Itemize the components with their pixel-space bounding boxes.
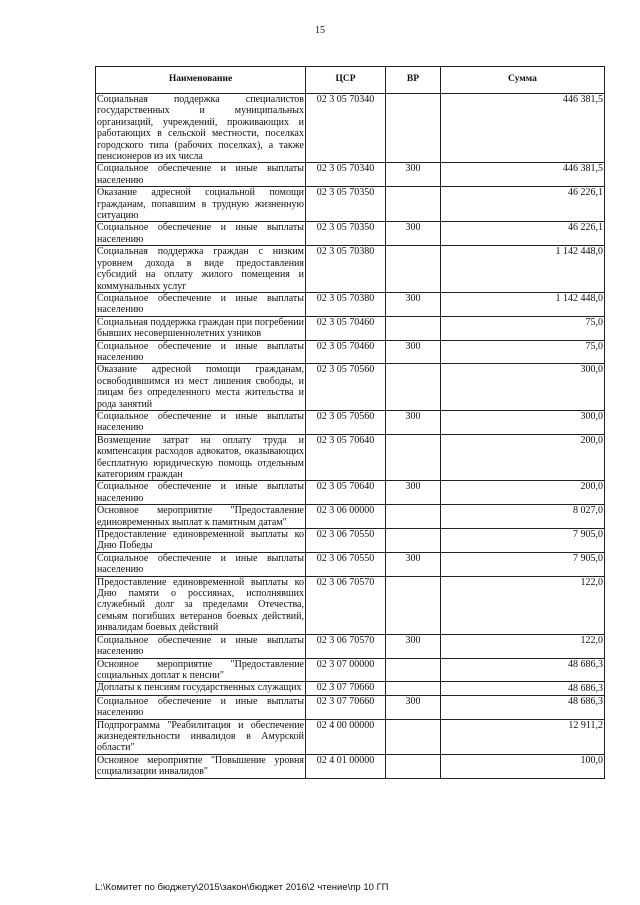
row-name-cell: Социальное обеспечение и иные выплаты населению <box>97 634 304 658</box>
row-sum-cell: 1 142 448,0 <box>441 246 605 293</box>
row-vr-cell <box>386 316 441 340</box>
table-row <box>96 695 605 719</box>
row-sum-cell: 300,0 <box>441 410 605 434</box>
row-vr-cell <box>386 529 441 553</box>
row-name-cell: Социальное обеспечение и иные выплаты населению <box>97 552 304 576</box>
row-vr-cell: 300 <box>386 410 441 434</box>
table-row <box>96 552 605 576</box>
table-row <box>96 94 605 163</box>
row-csr-cell: 02 3 05 70560 <box>306 364 386 411</box>
file-path-footer: L:\Комитет по бюджету\2015\закон\бюджет 2016\2 чтение\пр 10 ГП <box>95 882 389 893</box>
row-vr-cell <box>386 682 441 695</box>
row-sum-cell: 122,0 <box>441 634 605 658</box>
table-row <box>96 292 605 316</box>
table-row <box>96 682 605 695</box>
header-vr: ВР <box>386 67 441 94</box>
row-csr-cell: 02 3 07 00000 <box>306 658 386 682</box>
row-sum-cell: 7 905,0 <box>441 529 605 553</box>
row-csr-cell: 02 3 05 70350 <box>306 187 386 222</box>
row-vr-cell <box>386 246 441 293</box>
table-row <box>96 222 605 246</box>
row-vr-cell <box>386 505 441 529</box>
row-sum-cell: 12 911,2 <box>441 719 605 754</box>
header-csr: ЦСР <box>306 67 386 94</box>
row-vr-cell: 300 <box>386 222 441 246</box>
row-name-cell: Подпрограмма "Реабилитация и обеспечение жизнедеятельности инвалидов в Амурской области" <box>97 719 304 754</box>
row-csr-cell: 02 3 05 70640 <box>306 481 386 505</box>
row-csr-cell: 02 3 06 70570 <box>306 634 386 658</box>
row-name-cell: Социальное обеспечение и иные выплаты населению <box>97 222 304 245</box>
row-csr-cell: 02 3 05 70380 <box>306 292 386 316</box>
row-sum-cell: 48 686,3 <box>441 695 605 719</box>
row-name-cell: Предоставление единовременной выплаты ко Дню Победы <box>97 529 304 552</box>
row-vr-cell <box>386 754 441 778</box>
row-csr-cell: 02 3 06 00000 <box>306 505 386 529</box>
row-name-cell: Оказание адресной социальной помощи гражданам, попавшим в трудную жизненную ситуацию <box>97 187 304 222</box>
row-vr-cell: 300 <box>386 163 441 187</box>
row-csr-cell: 02 4 00 00000 <box>306 719 386 754</box>
row-sum-cell: 1 142 448,0 <box>441 292 605 316</box>
row-vr-cell: 300 <box>386 292 441 316</box>
row-vr-cell <box>386 658 441 682</box>
row-vr-cell <box>386 187 441 222</box>
row-name-cell: Оказание адресной помощи гражданам, освободившимся из мест лишения свободы, и лицам без определенного места жительства и рода занятий <box>97 364 304 410</box>
row-csr-cell: 02 3 05 70460 <box>306 340 386 364</box>
row-csr-cell: 02 3 05 70350 <box>306 222 386 246</box>
table-row <box>96 505 605 529</box>
row-name-cell: Социальное обеспечение и иные выплаты населению <box>97 340 304 363</box>
row-csr-cell: 02 3 06 70550 <box>306 529 386 553</box>
table-row <box>96 434 605 481</box>
row-vr-cell: 300 <box>386 695 441 719</box>
row-sum-cell: 100,0 <box>441 754 605 778</box>
table-row <box>96 246 605 293</box>
row-vr-cell: 300 <box>386 552 441 576</box>
row-csr-cell: 02 3 05 70340 <box>306 163 386 187</box>
row-name-cell: Социальное обеспечение и иные выплаты населению <box>97 410 304 434</box>
row-sum-cell: 48 686,3 <box>441 682 605 695</box>
table-row <box>96 719 605 754</box>
table-row <box>96 410 605 434</box>
row-vr-cell <box>386 719 441 754</box>
row-name-cell: Основное мероприятие "Предоставление единовременных выплат к памятным датам" <box>97 505 304 528</box>
row-csr-cell: 02 3 05 70460 <box>306 316 386 340</box>
row-csr-cell: 02 3 05 70640 <box>306 434 386 481</box>
row-csr-cell: 02 3 06 70570 <box>306 576 386 634</box>
row-vr-cell: 300 <box>386 481 441 505</box>
table-row <box>96 340 605 364</box>
row-name-cell: Социальное обеспечение и иные выплаты населению <box>97 481 304 504</box>
row-csr-cell: 02 3 05 70560 <box>306 410 386 434</box>
row-csr-cell: 02 3 05 70340 <box>306 94 386 163</box>
row-name-cell: Возмещение затрат на оплату труда и компенсация расходов адвокатов, оказывающих бесплатную юридическую помощь отдельным категориям граждан <box>97 434 304 480</box>
row-sum-cell: 446 381,5 <box>441 163 605 187</box>
budget-table <box>95 66 605 779</box>
row-csr-cell: 02 3 07 70660 <box>306 695 386 719</box>
row-name-cell: Социальное обеспечение и иные выплаты населению <box>97 163 304 186</box>
row-sum-cell: 46 226,1 <box>441 187 605 222</box>
row-name-cell: Основное мероприятие "Предоставление социальных доплат к пенсии" <box>97 658 304 681</box>
row-csr-cell: 02 3 07 70660 <box>306 682 386 695</box>
row-name-cell: Основное мероприятие "Повышение уровня социализации инвалидов" <box>97 754 304 778</box>
row-name-cell: Социальное обеспечение и иные выплаты населению <box>97 695 304 719</box>
row-sum-cell: 48 686,3 <box>441 658 605 682</box>
row-sum-cell: 8 027,0 <box>441 505 605 529</box>
row-vr-cell <box>386 94 441 163</box>
page-number: 15 <box>315 25 325 36</box>
row-sum-cell: 200,0 <box>441 434 605 481</box>
table-row <box>96 364 605 411</box>
table-row <box>96 163 605 187</box>
row-vr-cell <box>386 364 441 411</box>
table-row <box>96 658 605 682</box>
table-row <box>96 576 605 634</box>
row-name-cell: Социальная поддержка специалистов государственных и муниципальных организаций, учреждений, проживающих и работающих в сельской местности, поселках городского типа (рабочих поселках), а также пенсионеров из их числа <box>97 94 304 163</box>
row-sum-cell: 75,0 <box>441 316 605 340</box>
table-row <box>96 754 605 778</box>
row-name-cell: Социальное обеспечение и иные выплаты населению <box>97 292 304 316</box>
header-sum: Сумма <box>441 67 605 94</box>
table-row <box>96 481 605 505</box>
row-name-cell: Предоставление единовременной выплаты ко Дню памяти о россиянах, исполнявших служебный долг за пределами Отечества, семьям погибших ветеранов боевых действий, инвалидам боевых действий <box>97 576 304 634</box>
table-row <box>96 316 605 340</box>
row-sum-cell: 46 226,1 <box>441 222 605 246</box>
row-csr-cell: 02 4 01 00000 <box>306 754 386 778</box>
row-sum-cell: 7 905,0 <box>441 552 605 576</box>
row-csr-cell: 02 3 05 70380 <box>306 246 386 293</box>
header-name: Наименование <box>96 67 306 94</box>
table-row <box>96 634 605 658</box>
row-sum-cell: 75,0 <box>441 340 605 364</box>
row-sum-cell: 446 381,5 <box>441 94 605 163</box>
table-row <box>96 529 605 553</box>
row-sum-cell: 122,0 <box>441 576 605 634</box>
row-vr-cell: 300 <box>386 634 441 658</box>
table-header-row <box>96 67 605 94</box>
row-name-cell: Социальная поддержка граждан с низким уровнем дохода в виде предоставления субсидий на оплату жилого помещения и коммунальных услуг <box>97 246 304 292</box>
row-sum-cell: 300,0 <box>441 364 605 411</box>
row-vr-cell <box>386 576 441 634</box>
row-vr-cell: 300 <box>386 340 441 364</box>
row-vr-cell <box>386 434 441 481</box>
row-name-cell: Социальная поддержка граждан при погребении бывших несовершеннолетних узников <box>97 316 304 340</box>
row-sum-cell: 200,0 <box>441 481 605 505</box>
table-row <box>96 187 605 222</box>
row-name-cell: Доплаты к пенсиям государственных служащих <box>96 682 306 695</box>
row-csr-cell: 02 3 06 70550 <box>306 552 386 576</box>
